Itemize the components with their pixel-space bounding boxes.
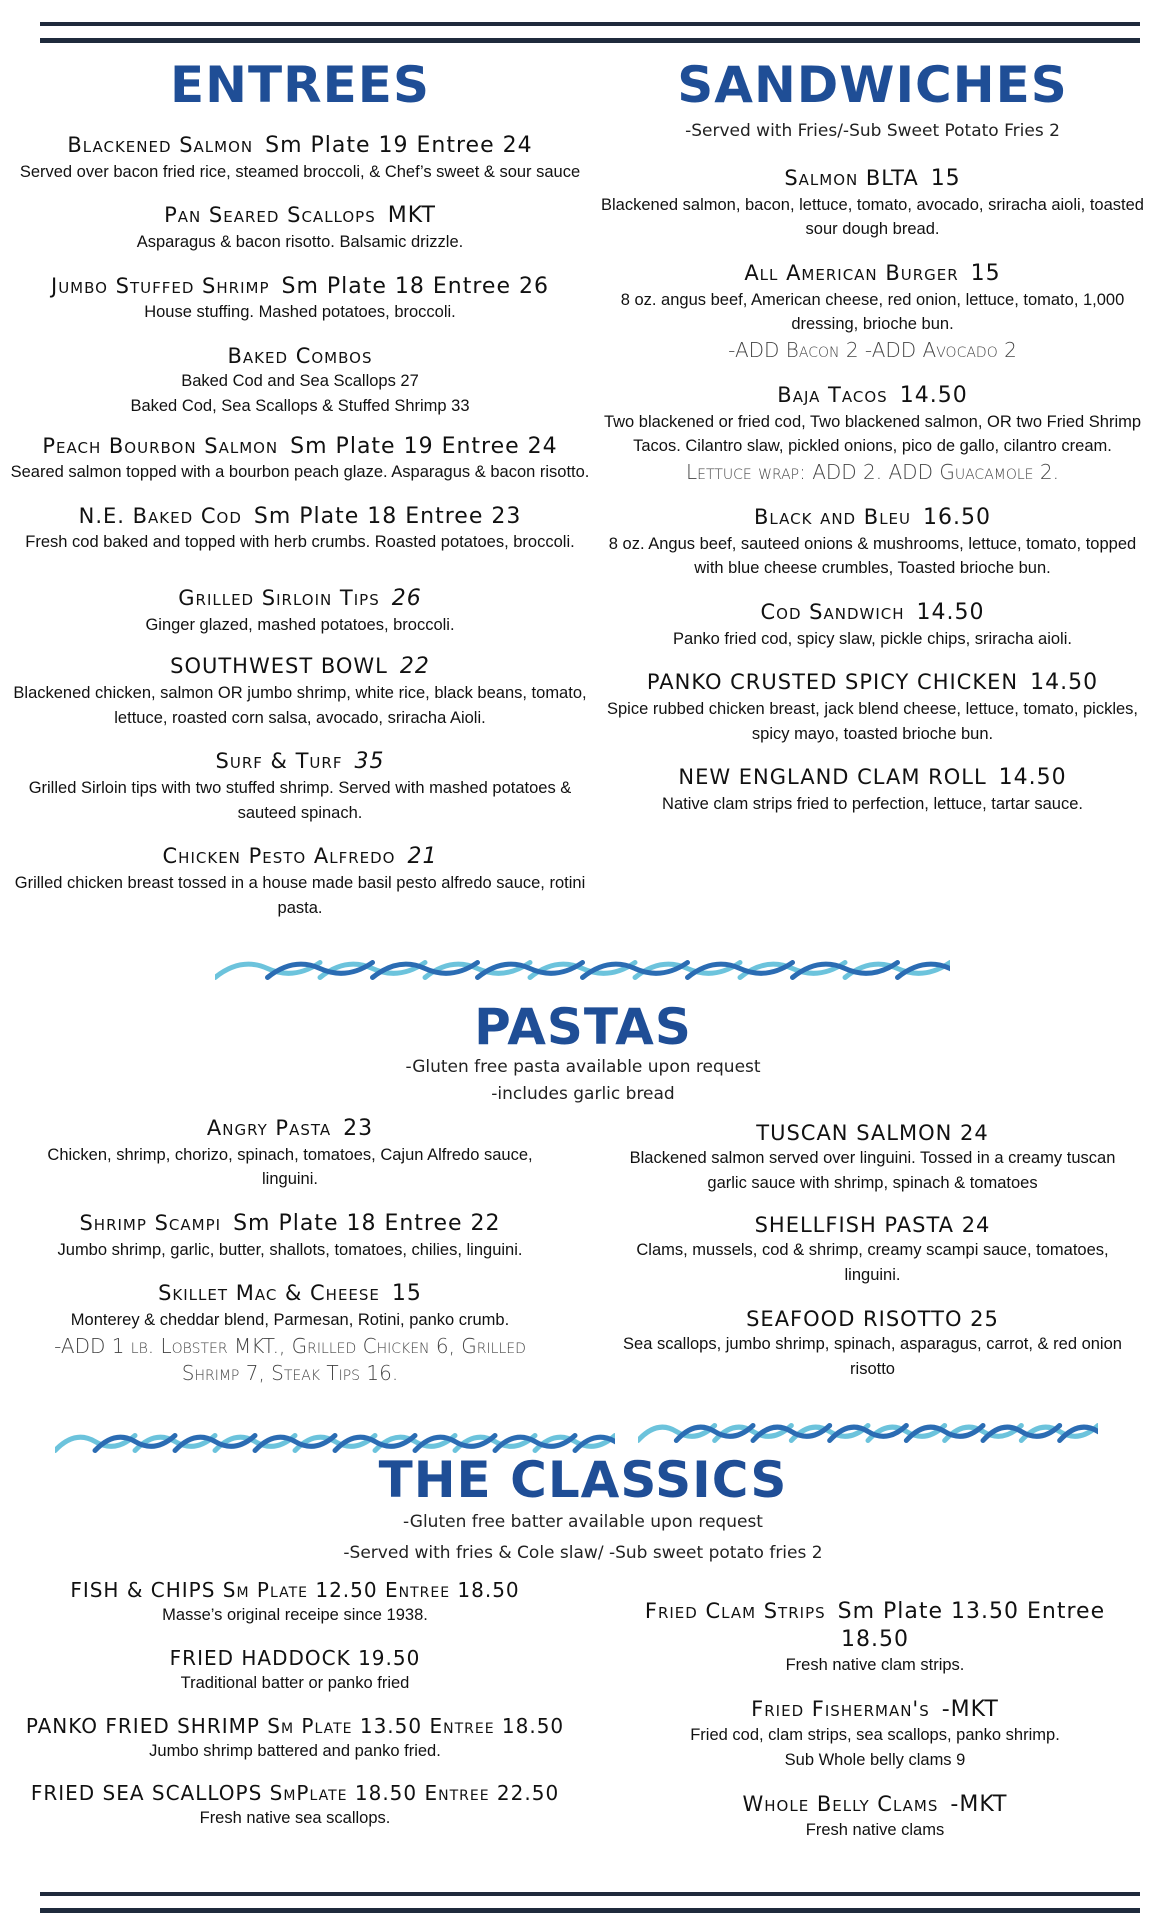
menu-item — [10, 132, 590, 184]
menu-item-description: Blackened salmon, bacon, lettuce, tomato, avocado, sriracha aioli, toasted sour dough bread. — [601, 195, 1144, 239]
menu-item-name — [10, 748, 590, 776]
menu-item — [610, 1696, 1140, 1773]
menu-item-title: Fried Fisherman's — [751, 1696, 930, 1721]
menu-item-description: Masse’s original receipe since 1938. — [162, 1606, 428, 1624]
menu-item-price: Sm Plate 13.50 Entree 18.50 — [837, 1599, 1106, 1652]
pastas-right — [610, 1120, 1135, 1399]
menu-item — [610, 1791, 1140, 1843]
menu-item — [10, 585, 590, 637]
menu-item-price: MKT — [387, 203, 436, 229]
menu-item-name — [0, 1578, 590, 1603]
menu-item — [10, 202, 590, 254]
entrees-list — [10, 132, 590, 920]
menu-item-description: Ginger glazed, mashed potatoes, broccoli. — [145, 615, 455, 634]
menu-item-title: TUSCAN SALMON 24 — [756, 1121, 989, 1145]
menu-item-title: Whole Belly Clams — [742, 1791, 939, 1816]
menu-item-price: 14.50 — [998, 765, 1067, 791]
menu-item — [10, 273, 590, 325]
menu-item-name — [10, 843, 590, 871]
menu-item — [600, 599, 1145, 651]
menu-item-description: Monterey & cheddar blend, Parmesan, Rotini, panko crumb. — [70, 1310, 510, 1329]
menu-item-addons: -ADD Bacon 2 -ADD Avocado 2 — [728, 338, 1017, 363]
classics-header — [0, 1451, 1166, 1567]
menu-item-description: Jumbo shrimp, garlic, butter, shallots, tomatoes, chilies, linguini. — [57, 1240, 523, 1259]
menu-item-price: 14.50 — [1030, 670, 1099, 696]
classics-left — [0, 1578, 590, 1849]
menu-item-price: 15 — [930, 166, 961, 192]
menu-item-description: Panko fried cod, spicy slaw, pickle chips, sriracha aioli. — [673, 629, 1072, 648]
menu-item-price: 26 — [391, 586, 422, 611]
menu-item-title: All American Burger — [744, 261, 959, 286]
entrees-title: ENTREES — [170, 56, 430, 114]
menu-item-description: Fresh native sea scallops. — [199, 1809, 391, 1828]
menu-item-name — [10, 202, 590, 230]
bottom-rule-thin — [40, 1892, 1140, 1896]
menu-item-description: Fresh native clams — [805, 1821, 945, 1840]
menu-item-title: SHELLFISH PASTA 24 — [754, 1212, 991, 1237]
menu-item-name — [600, 599, 1145, 627]
menu-item-price: 23 — [343, 1116, 374, 1141]
sandwiches-list — [600, 165, 1145, 817]
menu-item-description: Blackened chicken, salmon OR jumbo shrimp, white rice, black beans, tomato, lettuce, roasted corn salsa, avocado, sriracha Aioli. — [13, 683, 587, 727]
menu-item-description: House stuffing. Mashed potatoes, broccoli. — [144, 303, 456, 321]
menu-item-description: Grilled chicken breast tossed in a house made basil pesto alfredo sauce, rotini pasta. — [14, 873, 586, 917]
menu-item-title: PANKO FRIED SHRIMP Sm Plate 13.50 Entree 18.50 — [25, 1713, 565, 1738]
menu-item-title: FRIED HADDOCK 19.50 — [169, 1645, 421, 1670]
menu-item-description: Grilled Sirloin tips with two stuffed shrimp. Served with mashed potatoes & sauteed spinach. — [28, 778, 572, 822]
menu-item-description: Sub Whole belly clams 9 — [784, 1751, 966, 1769]
menu-item-description: Two blackened or fried cod, Two blackened salmon, OR two Fried Shrimp Tacos. Cilantro slaw, pickled onions, pico de gallo, cilantro cream. — [603, 412, 1142, 456]
classics-right — [610, 1598, 1140, 1861]
menu-item — [10, 748, 590, 825]
menu-item-title: Jumbo Stuffed Shrimp — [51, 273, 270, 298]
menu-item — [30, 1210, 550, 1262]
menu-item — [600, 260, 1145, 364]
menu-item-name — [610, 1120, 1135, 1146]
wave-divider-1 — [215, 955, 950, 985]
menu-item — [0, 1714, 590, 1764]
menu-item-name — [10, 273, 590, 301]
menu-item — [10, 433, 590, 485]
menu-item-name — [610, 1696, 1140, 1724]
menu-item — [0, 1646, 590, 1696]
menu-item — [610, 1212, 1135, 1288]
menu-item-price: 35 — [354, 749, 385, 775]
menu-item — [30, 1115, 550, 1192]
menu-item-description: Seared salmon topped with a bourbon peach glaze. Asparagus & bacon risotto. — [10, 463, 590, 481]
menu-item-title: Grilled Sirloin Tips — [178, 586, 380, 610]
menu-item-description: Jumbo shrimp battered and panko fried. — [149, 1741, 441, 1760]
menu-item-title: SEAFOOD RISOTTO 25 — [746, 1306, 999, 1331]
menu-item-name — [0, 1781, 590, 1806]
menu-item — [610, 1306, 1135, 1382]
menu-item-title: FRIED SEA SCALLOPS SmPlate 18.50 Entree 22.50 — [30, 1781, 560, 1806]
menu-item-name — [30, 1210, 550, 1238]
menu-item-title: Chicken Pesto Alfredo — [162, 844, 396, 869]
menu-item — [0, 1781, 590, 1831]
entrees-section — [10, 56, 590, 938]
sandwiches-note: -Served with Fries/-Sub Sweet Potato Fries 2 — [685, 121, 1060, 141]
menu-item — [610, 1598, 1140, 1678]
menu-item-description: Clams, mussels, cod & shrimp, creamy scampi sauce, tomatoes, linguini. — [636, 1241, 1109, 1284]
menu-item-title: Surf & Turf — [215, 749, 343, 774]
menu-item-title: Cod Sandwich — [760, 600, 905, 625]
menu-item-name — [0, 1714, 590, 1739]
menu-item-name — [600, 260, 1145, 288]
menu-item — [0, 1578, 590, 1628]
menu-item-title: Baked Combos — [227, 343, 373, 368]
menu-item-description: Sea scallops, jumbo shrimp, spinach, asparagus, carrot, & red onion risotto — [623, 1334, 1122, 1378]
menu-item — [600, 764, 1145, 816]
menu-item-price: Sm Plate 18 Entree 26 — [281, 273, 549, 299]
menu-item-description: Baked Cod, Sea Scallops & Stuffed Shrimp 33 — [130, 396, 470, 415]
menu-item-title: Angry Pasta — [206, 1116, 332, 1140]
menu-item-name — [10, 132, 590, 160]
menu-item-title: FISH & CHIPS Sm Plate 12.50 Entree 18.50 — [70, 1578, 520, 1602]
classics-note-2: -Served with fries & Cole slaw/ -Sub sweet potato fries 2 — [343, 1543, 823, 1564]
menu-item-title: Black and Bleu — [753, 505, 912, 530]
menu-item — [30, 1280, 550, 1386]
menu-item — [10, 503, 590, 555]
bottom-rule-thick — [40, 1908, 1140, 1913]
menu-item-name — [610, 1598, 1140, 1653]
menu-item-name — [10, 433, 590, 461]
menu-item-description: Native clam strips fried to perfection, lettuce, tartar sauce. — [662, 794, 1083, 813]
menu-item-title: Baja Tacos — [777, 383, 888, 408]
menu-item-title: Pan Seared Scallops — [164, 203, 376, 228]
menu-item-title: Peach Bourbon Salmon — [42, 433, 279, 458]
menu-item-name — [10, 585, 590, 613]
menu-item-addons: -ADD 1 lb. Lobster MKT., Grilled Chicken 6, Grilled Shrimp 7, Steak Tips 16. — [54, 1333, 526, 1385]
sandwiches-title: SANDWICHES — [677, 56, 1068, 114]
menu-item-title: Shrimp Scampi — [79, 1211, 222, 1235]
menu-item-price: 15 — [391, 1281, 422, 1307]
menu-item-description: Served over bacon fried rice, steamed broccoli, & Chef’s sweet & sour sauce — [19, 162, 581, 181]
menu-item-price: 22 — [399, 654, 430, 680]
classics-title: THE CLASSICS — [378, 1451, 788, 1509]
menu-item-name — [600, 382, 1145, 410]
menu-item-title: SOUTHWEST BOWL — [170, 654, 388, 679]
menu-item — [600, 165, 1145, 242]
menu-item-price: 21 — [407, 844, 438, 870]
menu-item-title: Fried Clam Strips — [644, 1599, 826, 1623]
pastas-note-2: -includes garlic bread — [491, 1084, 675, 1105]
menu-item-price: Sm Plate 19 Entree 24 — [265, 133, 533, 158]
menu-item-description: Baked Cod and Sea Scallops 27 — [181, 372, 419, 390]
menu-item-name — [600, 504, 1145, 532]
top-rule-thick — [40, 38, 1140, 43]
menu-item — [600, 669, 1145, 746]
menu-item-name — [600, 764, 1145, 792]
menu-item — [10, 653, 590, 730]
menu-item-price: Sm Plate 19 Entree 24 — [290, 433, 558, 459]
menu-item — [10, 843, 590, 920]
menu-item-name — [610, 1306, 1135, 1332]
menu-item-price: Sm Plate 18 Entree 23 — [253, 503, 522, 529]
menu-item-price: 16.50 — [923, 505, 991, 531]
menu-item-description: 8 oz. Angus beef, sauteed onions & mushrooms, lettuce, tomato, topped with blue cheese crumbles, Toasted brioche bun. — [608, 534, 1137, 578]
wave-divider-2-right — [638, 1418, 1098, 1448]
menu-item-title: PANKO CRUSTED SPICY CHICKEN — [646, 670, 1019, 695]
menu-item-description: Asparagus & bacon risotto. Balsamic drizzle. — [136, 232, 464, 251]
menu-item-name — [610, 1212, 1135, 1238]
sandwiches-section — [600, 56, 1145, 835]
menu-item-name — [600, 165, 1145, 193]
menu-item-description: Blackened salmon served over linguini. Tossed in a creamy tuscan garlic sauce with shrimp, spinach & tomatoes — [629, 1149, 1116, 1192]
menu-item-title: NEW ENGLAND CLAM ROLL — [678, 765, 987, 790]
menu-item-price: Sm Plate 18 Entree 22 — [233, 1211, 501, 1236]
menu-item-description: Fresh cod baked and topped with herb crumbs. Roasted potatoes, broccoli. — [25, 533, 575, 552]
menu-item-price: -MKT — [950, 1791, 1008, 1817]
menu-item-price: -MKT — [941, 1696, 999, 1722]
menu-item-name — [10, 653, 590, 681]
classics-note-1: -Gluten free batter available upon request — [403, 1512, 763, 1532]
menu-item — [600, 382, 1145, 486]
menu-item-title: Blackened Salmon — [67, 133, 254, 157]
menu-item-name — [30, 1280, 550, 1308]
menu-item-name — [0, 1646, 590, 1671]
pastas-note-1: -Gluten free pasta available upon request — [405, 1057, 761, 1077]
menu-item-description: Traditional batter or panko fried — [180, 1673, 410, 1692]
menu-item — [10, 343, 590, 419]
menu-item — [610, 1120, 1135, 1196]
menu-item-price: 14.50 — [916, 600, 985, 626]
pastas-header — [0, 998, 1166, 1108]
menu-item-description: 8 oz. angus beef, American cheese, red onion, lettuce, tomato, 1,000 dressing, brioche bun. — [620, 290, 1125, 334]
menu-item-addons: Lettuce wrap: ADD 2. ADD Guacamole 2. — [686, 460, 1059, 485]
menu-item-description: Chicken, shrimp, chorizo, spinach, tomatoes, Cajun Alfredo sauce, linguini. — [47, 1145, 533, 1189]
menu-item-name — [600, 669, 1145, 697]
menu-item-name — [30, 1115, 550, 1143]
menu-item-name — [10, 503, 590, 531]
menu-item-description: Fried cod, clam strips, sea scallops, panko shrimp. — [690, 1726, 1060, 1745]
menu-item-name — [610, 1791, 1140, 1819]
menu-item — [600, 504, 1145, 581]
top-rule-thin — [40, 22, 1140, 26]
menu-item-price: 14.50 — [899, 383, 968, 409]
menu-item-description: Spice rubbed chicken breast, jack blend cheese, lettuce, tomato, pickles, spicy mayo, toasted brioche bun. — [606, 699, 1139, 743]
pastas-left — [30, 1115, 550, 1405]
pastas-title: PASTAS — [474, 998, 692, 1056]
menu-item-title: Skillet Mac & Cheese — [158, 1281, 380, 1306]
menu-item-description: Fresh native clam strips. — [785, 1656, 965, 1674]
menu-item-name — [10, 343, 590, 369]
menu-item-price: 15 — [970, 261, 1001, 287]
menu-item-title: Salmon BLTA — [784, 166, 919, 191]
menu-item-title: N.E. Baked Cod — [78, 503, 242, 528]
